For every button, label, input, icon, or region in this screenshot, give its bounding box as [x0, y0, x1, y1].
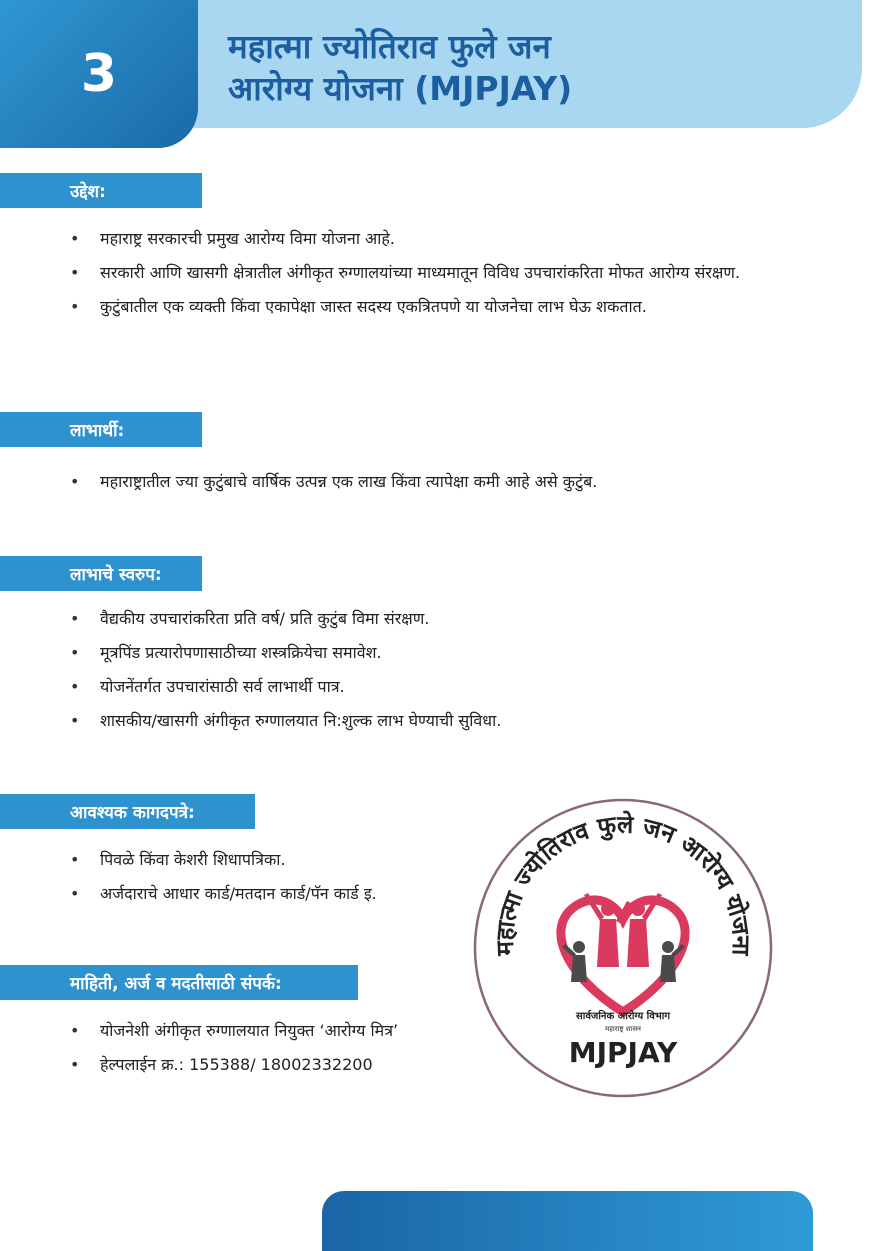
documents-list [70, 843, 470, 911]
beneficiary-list [70, 465, 830, 499]
section-heading-benefit-nature: लाभाचे स्वरुप: [0, 556, 202, 591]
section-number-block [0, 0, 198, 148]
benefit-nature-list [70, 602, 830, 738]
contact-list [70, 1014, 470, 1082]
list-item: • शासकीय/खासगी अंगीकृत रुग्णालयात नि:शुल्क लाभ घेण्याची सुविधा. [70, 704, 830, 738]
logo-arc-text: महात्मा ज्योतिराव फुले जन आरोग्य योजना [490, 810, 756, 957]
list-item: • अर्जदाराचे आधार कार्ड/मतदान कार्ड/पॅन कार्ड इ. [70, 877, 470, 911]
logo-dept-text: सार्वजनिक आरोग्य विभाग [575, 1011, 671, 1022]
list-item: • योजनेशी अंगीकृत रुग्णालयात नियुक्त ‘आरोग्य मित्र’ [70, 1014, 470, 1048]
list-item: • महाराष्ट्रातील ज्या कुटुंबाचे वार्षिक उत्पन्न एक लाख किंवा त्यापेक्षा कमी आहे असे कुटुंब. [70, 465, 830, 499]
section-number: 3 [80, 44, 118, 104]
list-item: • सरकारी आणि खासगी क्षेत्रातील अंगीकृत रुग्णालयांच्या माध्यमातून विविध उपचारांकरिता मोफत आरोग्य संरक्षण. [70, 256, 810, 290]
list-item: • महाराष्ट्र सरकारची प्रमुख आरोग्य विमा योजना आहे. [70, 222, 810, 256]
mjpjay-logo [472, 797, 774, 1099]
logo-govt-text: महाराष्ट्र शासन [605, 1025, 641, 1033]
list-item: • हेल्पलाईन क्र.: 155388/ 18002332200 [70, 1048, 470, 1082]
section-heading-objective: उद्देश: [0, 173, 202, 208]
title-line-1: महात्मा ज्योतिराव फुले जन [228, 27, 551, 66]
section-heading-contact: माहिती, अर्ज व मदतीसाठी संपर्क: [0, 965, 358, 1000]
title-line-2: आरोग्य योजना (MJPJAY) [228, 69, 573, 108]
objective-list [70, 222, 810, 324]
list-item: • पिवळे किंवा केशरी शिधापत्रिका. [70, 843, 470, 877]
section-heading-documents: आवश्यक कागदपत्रे: [0, 794, 255, 829]
page-title [228, 26, 828, 110]
list-item: • योजनेंतर्गत उपचारांसाठी सर्व लाभार्थी पात्र. [70, 670, 830, 704]
list-item: • वैद्यकीय उपचारांकरिता प्रति वर्ष/ प्रति कुटुंब विमा संरक्षण. [70, 602, 830, 636]
list-item: • कुटुंबातील एक व्यक्ती किंवा एकापेक्षा जास्त सदस्य एकत्रितपणे या योजनेचा लाभ घेऊ शकतात. [70, 290, 810, 324]
section-heading-beneficiary: लाभार्थी: [0, 412, 202, 447]
logo-acronym: MJPJAY [568, 1036, 678, 1069]
list-item: • मूत्रपिंड प्रत्यारोपणासाठीच्या शस्त्रक्रियेचा समावेश. [70, 636, 830, 670]
footer-bar [322, 1191, 813, 1251]
